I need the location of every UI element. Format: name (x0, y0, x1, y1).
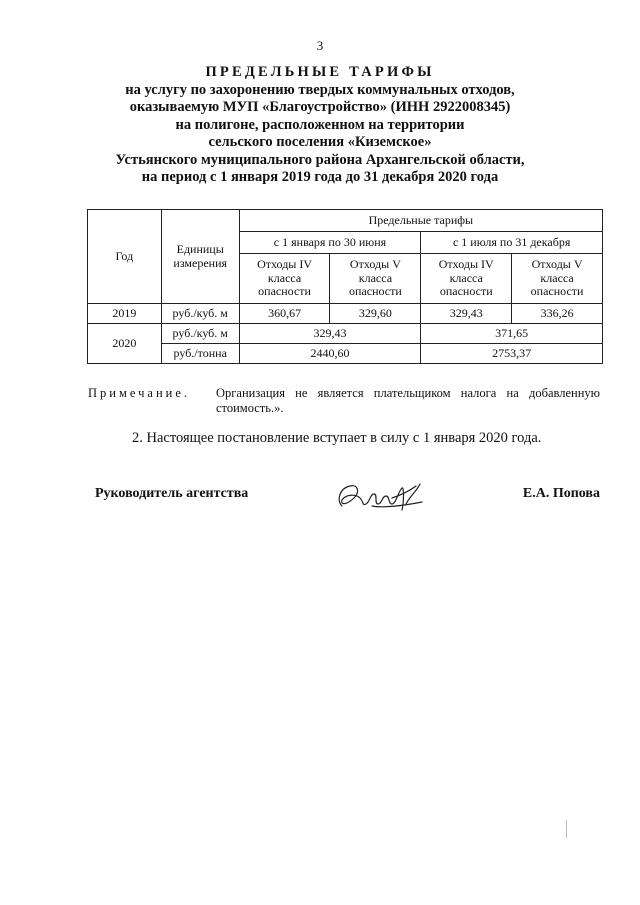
note-text: Организация не является плательщиком налога на добавленную стоимость.». (216, 386, 600, 415)
header-period2: с 1 июля по 31 декабря (421, 232, 603, 254)
cell-unit: руб./куб. м (161, 304, 239, 324)
header-class5: Отходы V класса опасности (512, 254, 603, 304)
title-line: оказываемую МУП «Благоустройство» (ИНН 2922008345) (129, 99, 511, 115)
cell-year: 2020 (88, 324, 162, 364)
scan-mark (566, 820, 567, 838)
signature-block (95, 484, 600, 534)
note-label: Примечание. (88, 386, 191, 400)
document-title (40, 64, 600, 187)
header-period1: с 1 января по 30 июня (239, 232, 421, 254)
title-line: на полигоне, расположенном на территории (175, 116, 465, 133)
tariffs-table (87, 209, 603, 364)
page-number: 3 (316, 38, 324, 53)
header-unit: Единицы измерения (161, 210, 239, 304)
header-tariffs: Предельные тарифы (239, 210, 602, 232)
cell-value: 329,43 (239, 324, 421, 344)
header-class5: Отходы V класса опасности (330, 254, 421, 304)
signatory-name: Е.А. Попова (522, 486, 600, 501)
cell-value: 336,26 (512, 304, 603, 324)
cell-value: 329,43 (421, 304, 512, 324)
cell-year: 2019 (88, 304, 162, 324)
table-row-2019 (88, 304, 603, 324)
header-class4: Отходы IV класса опасности (239, 254, 330, 304)
title-main: ПРЕДЕЛЬНЫЕ ТАРИФЫ (205, 64, 435, 80)
handwritten-signature (332, 476, 432, 522)
table-row-2020-m3 (88, 324, 603, 344)
cell-value: 371,65 (421, 324, 603, 344)
table-row-2020-t (88, 344, 603, 364)
title-line: на период с 1 января 2019 года до 31 декабря 2020 года (141, 169, 499, 185)
title-line: сельского поселения «Киземское» (208, 134, 432, 150)
cell-value: 2440,60 (239, 344, 421, 364)
cell-unit: руб./куб. м (161, 324, 239, 344)
title-line: Устьянского муниципального района Архангельской области, (115, 151, 525, 168)
cell-unit: руб./тонна (161, 344, 239, 364)
cell-value: 2753,37 (421, 344, 603, 364)
note (88, 386, 600, 416)
clause-2: 2. Настоящее постановление вступает в силу с 1 января 2020 года. (132, 430, 542, 446)
cell-value: 360,67 (239, 304, 330, 324)
cell-value: 329,60 (330, 304, 421, 324)
signatory-position: Руководитель агентства (95, 486, 249, 501)
title-line: на услугу по захоронению твердых коммунальных отходов, (125, 81, 515, 98)
header-class4: Отходы IV класса опасности (421, 254, 512, 304)
header-year: Год (88, 210, 162, 304)
